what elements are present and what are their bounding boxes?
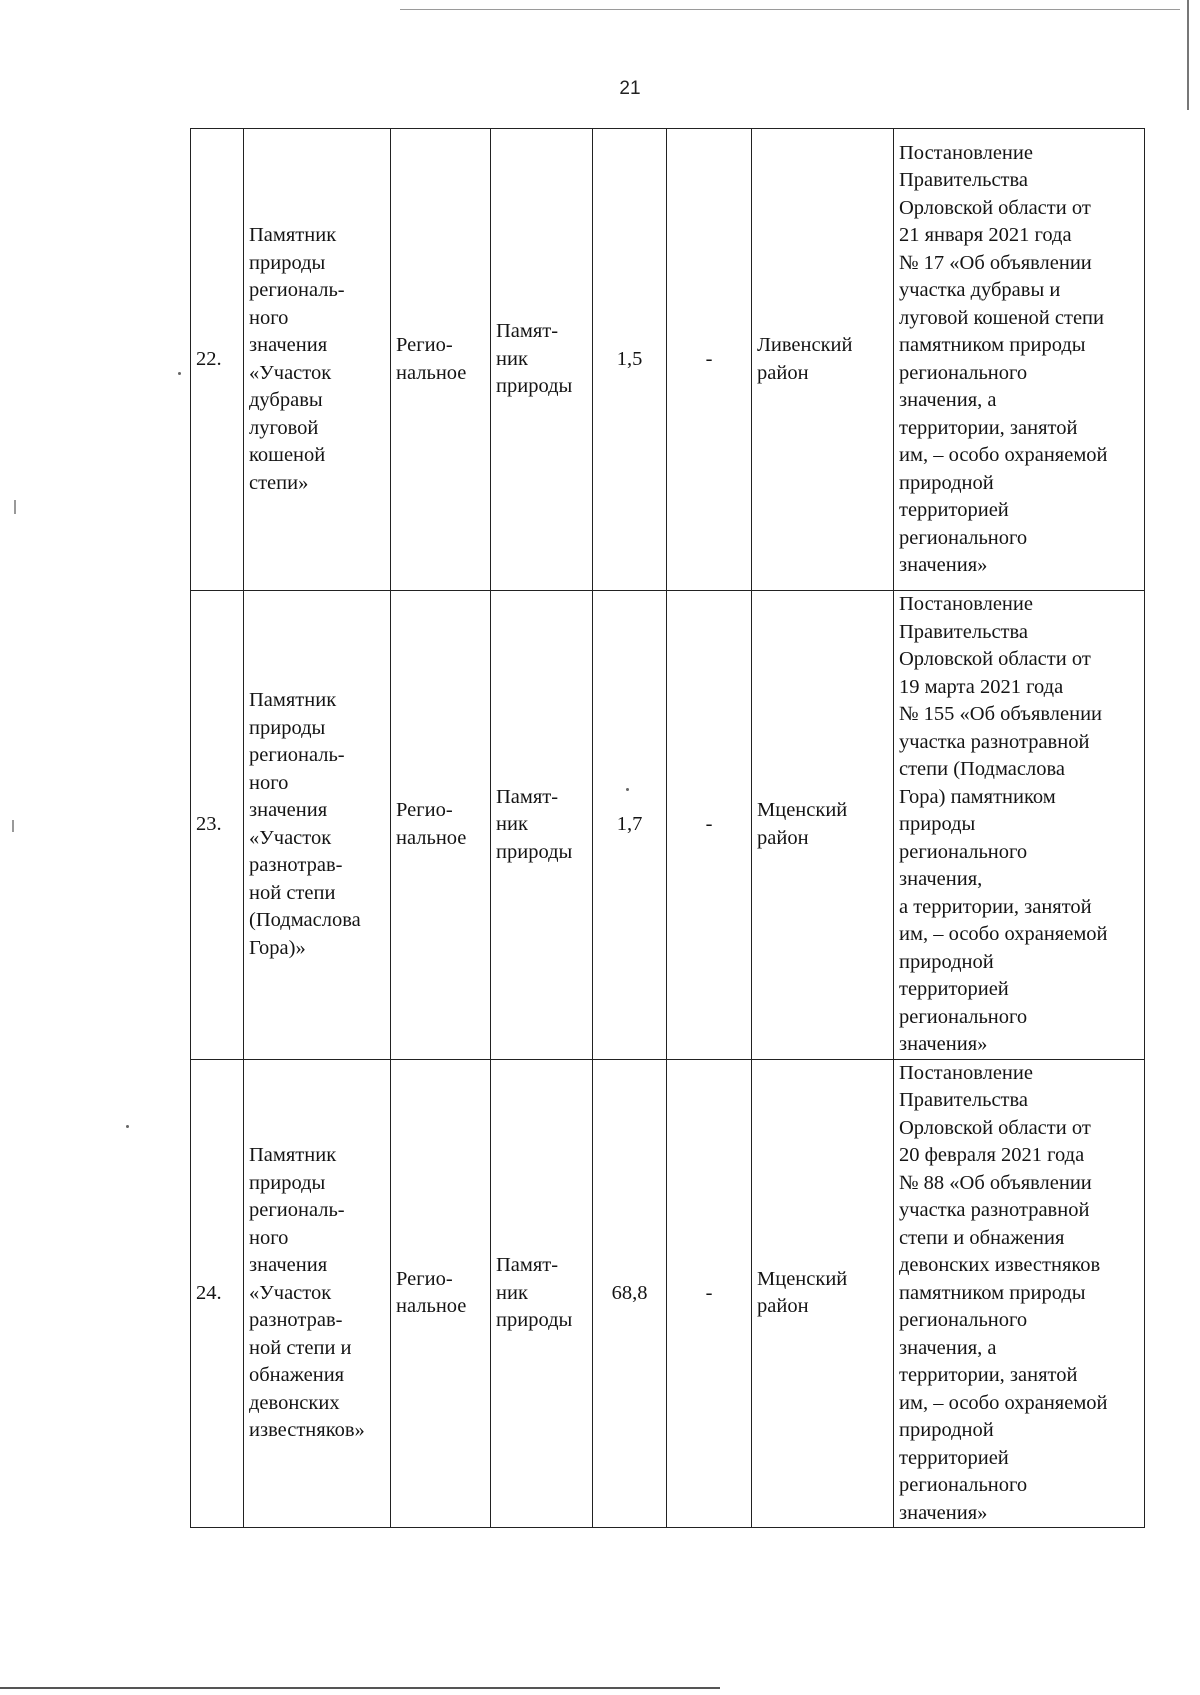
buffer-cell [667, 1059, 752, 1528]
category: Памят- ник природы [496, 320, 573, 398]
document-cell [894, 129, 1145, 591]
location: Мценский район [757, 799, 848, 849]
location-cell [752, 591, 894, 1060]
establishing-document: Постановление Правительства Орловской области от 20 февраля 2021 года № 88 «Об объявлении участка разнотравной степи и обнажения девонских известняков памятником природы регионального значения, а территории, занятой им, – особо охраняемой природной территорией регионального значения» [899, 1061, 1108, 1524]
object-name: Памятник природы региональ- ного значения «Участок разнотрав- ной степи и обнажения девонских известняков» [249, 1144, 365, 1441]
area: 1,7 [616, 813, 643, 835]
significance-cell [391, 129, 491, 591]
document-cell [894, 1059, 1145, 1528]
location-cell [752, 129, 894, 591]
area-cell [593, 591, 667, 1060]
category-cell [491, 591, 593, 1060]
category-cell [491, 129, 593, 591]
category: Памят- ник природы [496, 785, 573, 863]
protected-areas-table [190, 128, 1145, 1528]
page-number: 21 [619, 78, 641, 99]
table-row [191, 129, 1145, 591]
category-cell [491, 1059, 593, 1528]
object-name: Памятник природы региональ- ного значения «Участок разнотрав- ной степи (Подмаслова Гора)» [249, 689, 361, 959]
object-name: Памятник природы региональ- ного значения «Участок дубравы луговой кошеной степи» [249, 224, 345, 494]
row-number: 23. [196, 813, 222, 835]
significance: Регио- нальное [396, 799, 467, 849]
significance-cell [391, 1059, 491, 1528]
location: Ливенский район [757, 334, 853, 384]
object-name-cell [244, 591, 391, 1060]
area: 1,5 [616, 347, 643, 370]
establishing-document: Постановление Правительства Орловской области от 19 марта 2021 года № 155 «Об объявлении участка разнотравной степи (Подмаслова Гора) памятником природы регионального значения, а территории, занятой им, – особо охраняемой природной территорией регионального значения» [899, 593, 1108, 1055]
scan-speck [126, 1125, 129, 1128]
object-name-cell [244, 1059, 391, 1528]
significance: Регио- нальное [396, 334, 467, 384]
scan-speck [12, 820, 14, 832]
scan-edge-bottom [0, 1687, 720, 1689]
buffer: - [705, 1281, 713, 1304]
scan-edge-right [1187, 0, 1189, 110]
scan-speck [14, 500, 16, 514]
table-row [191, 1059, 1145, 1528]
area-cell [593, 1059, 667, 1528]
location: Мценский район [757, 1267, 848, 1318]
area: 68,8 [611, 1281, 648, 1304]
row-number-cell [191, 1059, 244, 1528]
scan-speck [178, 372, 181, 375]
row-number-cell [191, 129, 244, 591]
table-row [191, 591, 1145, 1060]
document-cell [894, 591, 1145, 1060]
category: Памят- ник природы [496, 1254, 573, 1331]
scan-edge-top [400, 9, 1180, 10]
significance-cell [391, 591, 491, 1060]
buffer: - [705, 347, 713, 370]
row-number-cell [191, 591, 244, 1060]
row-number: 24. [196, 1281, 222, 1304]
buffer: - [705, 813, 713, 835]
row-number: 22. [196, 347, 222, 370]
significance: Регио- нальное [396, 1267, 467, 1318]
buffer-cell [667, 591, 752, 1060]
buffer-cell [667, 129, 752, 591]
establishing-document: Постановление Правительства Орловской области от 21 января 2021 года № 17 «Об объявлении участка дубравы и луговой кошеной степи памятником природы регионального значения, а территории, занятой им, – особо охраняемой природной территорией регионального значения» [899, 141, 1108, 576]
object-name-cell [244, 129, 391, 591]
location-cell [752, 1059, 894, 1528]
area-cell [593, 129, 667, 591]
